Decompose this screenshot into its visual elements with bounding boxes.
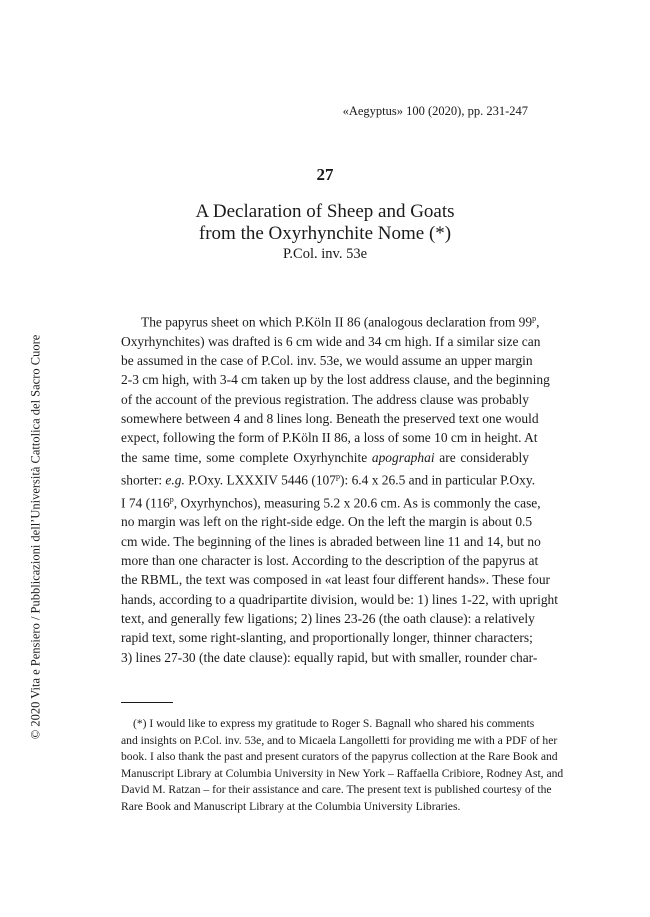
article-subtitle: P.Col. inv. 53e — [282, 246, 368, 262]
journal-reference: «Aegyptus» 100 (2020), pp. 231-247 — [342, 104, 528, 118]
footnote-line: book. I also thank the past and present curators of the papyrus collection at the Rare Book and — [121, 750, 558, 764]
footnote — [121, 716, 564, 816]
body-line: be assumed in the case of P.Col. inv. 53e, we would assume an upper margin — [121, 353, 533, 369]
footnote-line: Rare Book and Manuscript Library at the Columbia University Libraries. — [121, 799, 461, 813]
article-title-line: A Declaration of Sheep and Goats — [195, 201, 455, 222]
body-line: somewhere between 4 and 8 lines long. Beneath the preserved text one would — [121, 410, 539, 426]
copyright-text: © 2020 Vita e Pensiero / Pubblicazioni dell’Università Cattolica del Sacro Cuore — [28, 334, 43, 740]
body-line: the RBML, the text was composed in «at least four different hands». These four — [121, 572, 551, 588]
footnote-line: Manuscript Library at Columbia University in New York – Raffaella Cribiore, Rodney Ast, and — [121, 766, 564, 780]
body-line: 3) lines 27-30 (the date clause): equally rapid, but with smaller, rounder char- — [121, 649, 538, 665]
italic-term: apographai — [371, 449, 435, 465]
body-line: the same time, some complete Oxyrhynchite apographai are considerably — [121, 449, 529, 465]
body-line: hands, according to a quadripartite division, would be: 1) lines 1-22, with upright — [121, 591, 559, 607]
body-line: of the account of the previous registration. The address clause was probably — [121, 391, 529, 407]
body-line: Oxyrhynchites) was drafted is 6 cm wide and 34 cm high. If a similar size can — [121, 333, 541, 349]
body-line: expect, following the form of P.Köln II 86, a loss of some 10 cm in height. At — [121, 430, 538, 446]
footnote-line: (*) I would like to express my gratitude to Roger S. Bagnall who shared his comments — [133, 717, 535, 730]
body-line: rapid text, some right-slanting, and proportionally longer, thinner characters; — [121, 630, 533, 646]
footnote-line: David M. Ratzan – for their assistance and care. The present text is published courtesy of the — [121, 783, 552, 797]
body-line: I 74 (116$^p$, Oxyrhynchos), measuring 5.2 x 20.6 cm. As is commonly the case, — [121, 494, 541, 511]
body-paragraph — [121, 309, 559, 667]
article-title — [0, 201, 650, 245]
superscript-era-mark: p — [532, 314, 537, 323]
footnote-line: and insights on P.Col. inv. 53e, and to Micaela Langolletti for providing me with a PDF of her — [121, 733, 558, 747]
footnote-separator — [121, 702, 173, 703]
article-title-line: from the Oxyrhynchite Nome (*) — [198, 223, 452, 244]
superscript-era-mark: p — [169, 494, 174, 504]
body-line: shorter: e.g. P.Oxy. LXXXIV 5446 (107$^p$): 6.4 x 26.5 and in particular P.Oxy. — [121, 471, 536, 488]
italic-term: e.g. — [165, 472, 185, 488]
superscript-era-mark: p — [336, 471, 340, 481]
body-line: no margin was left on the right-side edge. On the left the margin is about 0.5 — [121, 514, 533, 530]
chapter-number: 27 — [316, 165, 334, 184]
body-line: The papyrus sheet on which P.Köln II 86 (analogous declaration from 99$^p$, — [141, 314, 540, 330]
body-line: 2-3 cm high, with 3-4 cm taken up by the lost address clause, and the beginning — [121, 372, 550, 388]
body-line: text, and generally few ligations; 2) lines 23-26 (the oath clause): a relatively — [121, 610, 535, 626]
body-line: more than one character is lost. According to the description of the papyrus at — [121, 553, 539, 569]
body-line: cm wide. The beginning of the lines is abraded between line 11 and 14, but no — [121, 533, 541, 549]
